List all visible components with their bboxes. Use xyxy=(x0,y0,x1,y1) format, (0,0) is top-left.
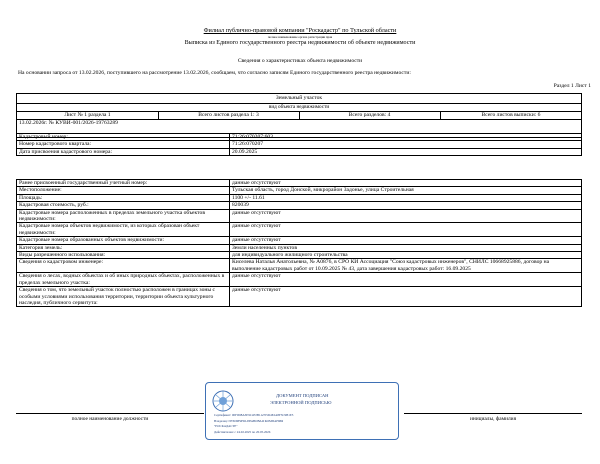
position-caption: полное наименование должности xyxy=(71,416,149,422)
registrar-name: Филиал публично-правовой компании "Роскадастр" по Тульской области xyxy=(203,27,397,34)
table-row xyxy=(17,244,582,251)
stamp-owner-2: "РОСКАДАСТР" xyxy=(214,424,238,428)
location-value: Тульская область, город Донской, микрорайон Задонье, улица Строительная xyxy=(230,187,582,194)
area-label: Площадь: xyxy=(17,194,230,201)
registrar-caption: полное наименование органа регистрации прав xyxy=(267,35,333,39)
special-zone-label: Сведения о том, что земельный участок полностью расположен в границах зоны с особыми условиями использования территории, территории объекта культурного наследия, публичного сервитута: xyxy=(17,287,230,307)
cost-label: Кадастровая стоимость, руб.: xyxy=(17,202,230,209)
e-signature-stamp xyxy=(205,382,399,440)
permitted-use-label: Виды разрешенного использования: xyxy=(17,252,230,259)
table-row xyxy=(17,209,582,223)
derived-objects-label: Кадастровые номера образованных объектов недвижимости: xyxy=(17,237,230,244)
land-category-value: Земли населенных пунктов xyxy=(230,244,582,251)
quarter-number-label: Номер кадастрового квартала: xyxy=(17,141,230,148)
request-number: 13.02.2026г. № КУВИ-001/2026-19763289 xyxy=(19,120,118,126)
stamp-owner: Владелец: ПУБЛИЧНО-ПРАВОВАЯ КОМПАНИЯ xyxy=(214,419,284,423)
table-row xyxy=(17,223,582,237)
table-row xyxy=(17,287,582,307)
registry-emblem-icon xyxy=(212,390,234,412)
table-row xyxy=(17,259,582,273)
source-objects-value: данные отсутствуют xyxy=(230,223,582,237)
engineer-label: Сведения о кадастровом инженере: xyxy=(17,259,230,273)
table-row xyxy=(17,194,582,201)
object-type: Земельный участок xyxy=(17,94,581,104)
table-row xyxy=(17,252,582,259)
position-line xyxy=(16,413,204,414)
engineer-value: Киселева Наталья Анатольевна, № А0876, в СРО КИ Ассоциация "Союз кадастровых инженеров", СНИЛС 10668925886, договор на выполнение кадастровых работ от 10.09.2025 № 43, дата завершения кадастровых работ: 16.09.2025 xyxy=(230,259,582,273)
object-type-caption: вид объекта недвижимости xyxy=(17,103,581,112)
inner-objects-label: Кадастровые номера расположенных в пределах земельного участка объектов недвижимости: xyxy=(17,209,230,223)
sheets-total: Всего листов выписки: 6 xyxy=(481,112,541,118)
location-label: Местоположение: xyxy=(17,187,230,194)
sheet-number: Лист № 1 раздела 1 xyxy=(17,111,159,119)
cadastral-number-label: Кадастровый номер: xyxy=(17,134,230,141)
cost-value: 820039 xyxy=(230,202,582,209)
intro-text: На основании запроса от 13.02.2026, поступившего на рассмотрение 13.02.2026, сообщаем, что согласно записям Единого государственного реестра недвижимости: xyxy=(18,70,411,76)
area-value: 1100 +/- 11.61 xyxy=(230,194,582,201)
object-info-box xyxy=(16,93,582,138)
cadastral-number-value: 71:26:070207:603 xyxy=(230,134,582,141)
derived-objects-value: данные отсутствуют xyxy=(230,237,582,244)
name-caption: инициалы, фамилия xyxy=(469,416,517,422)
table-row xyxy=(17,237,582,244)
special-zone-value: данные отсутствуют xyxy=(230,287,582,307)
inner-objects-value: данные отсутствуют xyxy=(230,209,582,223)
land-category-label: Категория земель: xyxy=(17,244,230,251)
document-subtitle: Сведения о характеристиках объекта недвижимости xyxy=(237,58,363,64)
table-row xyxy=(17,180,582,187)
table-row xyxy=(17,187,582,194)
stamp-validity: Действителен: с 24.02.2025 по 20.05.2026 xyxy=(214,430,271,434)
name-line xyxy=(404,413,582,414)
section-label: Раздел 1 Лист 1 xyxy=(553,83,591,89)
ident-table xyxy=(16,133,582,156)
details-table xyxy=(16,179,582,307)
prev-number-value: данные отсутствуют xyxy=(230,180,582,187)
stamp-certificate: Сертификат: 00F0D8A3E9C4F2B1A705D4E2A8F3C9B1E5 xyxy=(214,413,294,417)
table-row xyxy=(17,273,582,287)
stamp-line-1: ДОКУМЕНТ ПОДПИСАН xyxy=(276,393,329,398)
stamp-line-2: ЭЛЕКТРОННОЙ ПОДПИСЬЮ xyxy=(270,400,332,405)
table-row xyxy=(17,148,582,155)
permitted-use-value: для индивидуального жилищного строительства xyxy=(230,252,582,259)
natural-objects-value: данные отсутствуют xyxy=(230,273,582,287)
table-row xyxy=(17,134,582,141)
assign-date-value: 20.09.2025 xyxy=(230,148,582,155)
natural-objects-label: Сведения о лесах, водных объектах и об иных природных объектах, расположенных в пределах земельного участка: xyxy=(17,273,230,287)
table-row xyxy=(17,202,582,209)
assign-date-label: Дата присвоения кадастрового номера: xyxy=(17,148,230,155)
document-title: Выписка из Единого государственного реестра недвижимости об объекте недвижимости xyxy=(184,40,416,46)
quarter-number-value: 71:26:070207 xyxy=(230,141,582,148)
table-row xyxy=(17,141,582,148)
source-objects-label: Кадастровые номера объектов недвижимости, из которых образован объект недвижимости: xyxy=(17,223,230,237)
sections-total: Всего разделов: 4 xyxy=(299,111,441,119)
sheets-in-section: Всего листов раздела 1: 3 xyxy=(158,111,300,119)
prev-number-label: Ранее присвоенный государственный учетный номер: xyxy=(17,180,230,187)
